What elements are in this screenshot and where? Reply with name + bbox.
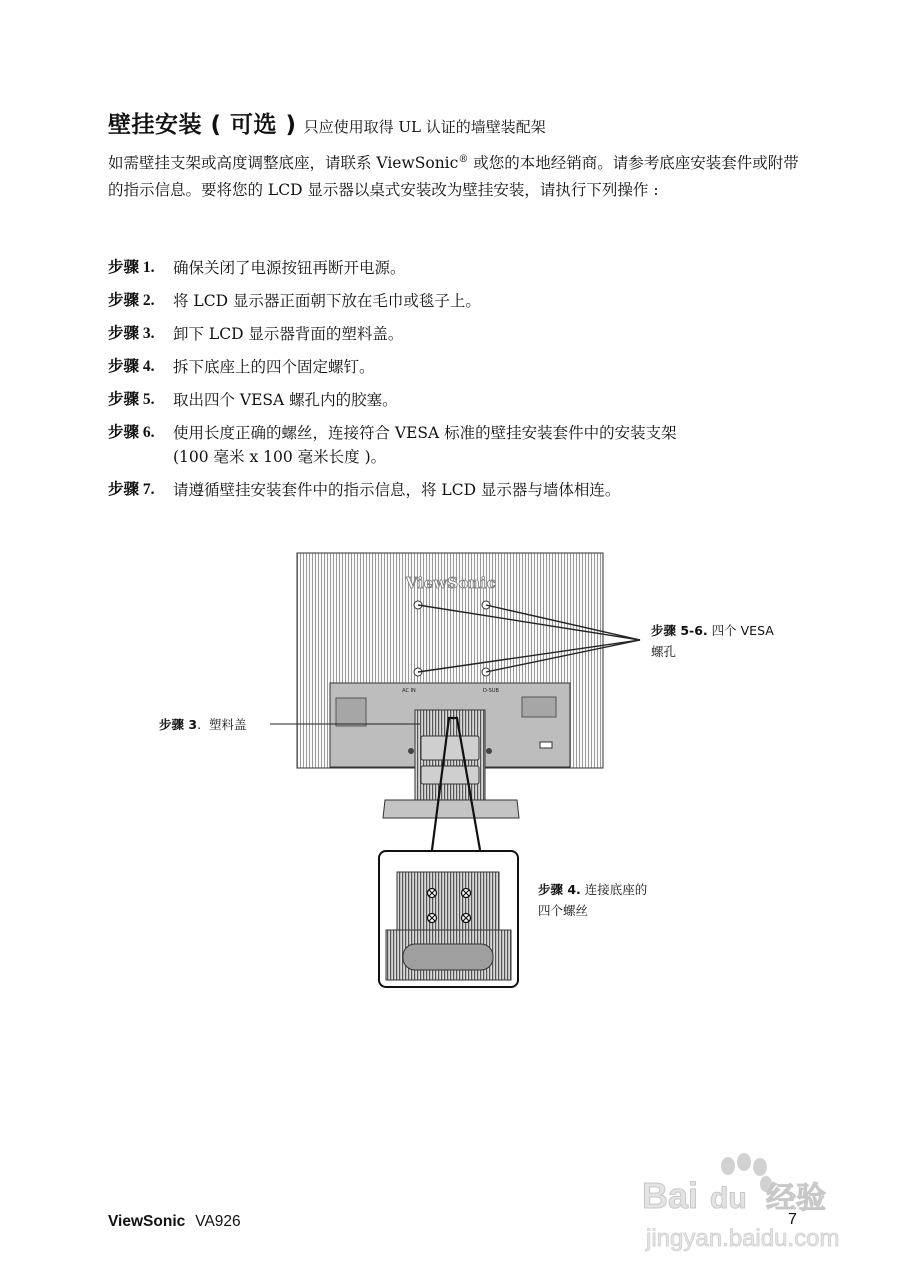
page-number: 7	[788, 1211, 797, 1228]
callout-base-screws	[538, 879, 647, 921]
callout-text: 四个螺丝	[538, 903, 589, 918]
back-logo: ViewSonic	[405, 574, 497, 592]
stand-bracket	[421, 736, 479, 760]
step-label: 步骤 6.	[108, 424, 155, 441]
watermark-jingyan: 经验	[766, 1181, 826, 1216]
callout-label: 步骤 5-6.	[651, 623, 708, 638]
screw-icon	[428, 914, 437, 923]
step-label: 步骤 4.	[108, 358, 155, 375]
step-text: 将 LCD 显示器正面朝下放在毛巾或毯子上。	[173, 292, 481, 310]
port-ac-in	[336, 698, 366, 726]
page-title-note: 只应使用取得 UL 认证的墙壁装配架	[303, 118, 546, 136]
step-text: 卸下 LCD 显示器背面的塑料盖。	[173, 325, 404, 343]
callout-text: 螺孔	[651, 644, 677, 659]
watermark-bai: Bai	[642, 1175, 699, 1216]
step-text-line-2: (100 毫米 x 100 毫米长度 )。	[173, 448, 387, 466]
callout-plastic-cover	[159, 714, 246, 735]
callout-text: . 塑料盖	[197, 717, 247, 732]
step-label: 步骤 5.	[108, 391, 155, 408]
intro-text-1: 如需壁挂支架或高度调整底座，请联系 ViewSonic	[108, 154, 459, 173]
callout-vesa-holes	[651, 620, 774, 662]
intro-text-2: 或您的本地经销商。请参考底座安装套件或附带的指示信息。要将您的 LCD 显示器以桌式安装改为壁挂安装，请执行下列操作 :	[108, 154, 799, 200]
step-label: 步骤 2.	[108, 292, 155, 309]
lock-slot	[540, 742, 552, 748]
step-label: 步骤 3.	[108, 325, 155, 342]
step-text: 确保关闭了电源按钮再断开电源。	[173, 259, 406, 277]
stand-base	[383, 800, 519, 818]
step-text: 拆下底座上的四个固定螺钉。	[173, 358, 375, 376]
footer-model: VA926	[195, 1213, 241, 1230]
page-title-main: 壁挂安装 ( 可选 )	[108, 112, 297, 138]
callout-text: 连接底座的	[580, 882, 648, 897]
step-text: 取出四个 VESA 螺孔内的胶塞。	[173, 391, 398, 409]
stand-bracket-lower	[421, 766, 479, 784]
port-label-d-sub: D-SUB	[483, 688, 499, 694]
registered-mark: ®	[458, 154, 469, 165]
step-text-line-1: 使用长度正确的螺丝，连接符合 VESA 标准的壁挂安装套件中的安装支架	[173, 424, 677, 442]
footer	[108, 1213, 241, 1231]
step-label: 步骤 1.	[108, 259, 155, 276]
watermark-url: jingyan.baidu.com	[646, 1225, 840, 1252]
detail-base-handle	[403, 944, 493, 970]
detail-plate	[397, 872, 499, 938]
step-label: 步骤 7.	[108, 481, 155, 498]
screw-icon	[462, 914, 471, 923]
callout-text: 四个 VESA	[707, 623, 774, 638]
port-label-ac-in: AC IN	[402, 688, 416, 694]
baidu-watermark	[640, 1150, 860, 1260]
callout-label: 步骤 3	[159, 717, 198, 732]
footer-brand: ViewSonic	[108, 1213, 186, 1230]
screw-icon	[462, 889, 471, 898]
port-d-sub	[522, 697, 556, 717]
step-text: 请遵循壁挂安装套件中的指示信息，将 LCD 显示器与墙体相连。	[173, 481, 621, 499]
screw-icon	[486, 748, 492, 754]
callout-label: 步骤 4.	[538, 882, 581, 897]
watermark-du: du	[710, 1182, 747, 1215]
screw-icon	[428, 889, 437, 898]
screw-icon	[408, 748, 414, 754]
